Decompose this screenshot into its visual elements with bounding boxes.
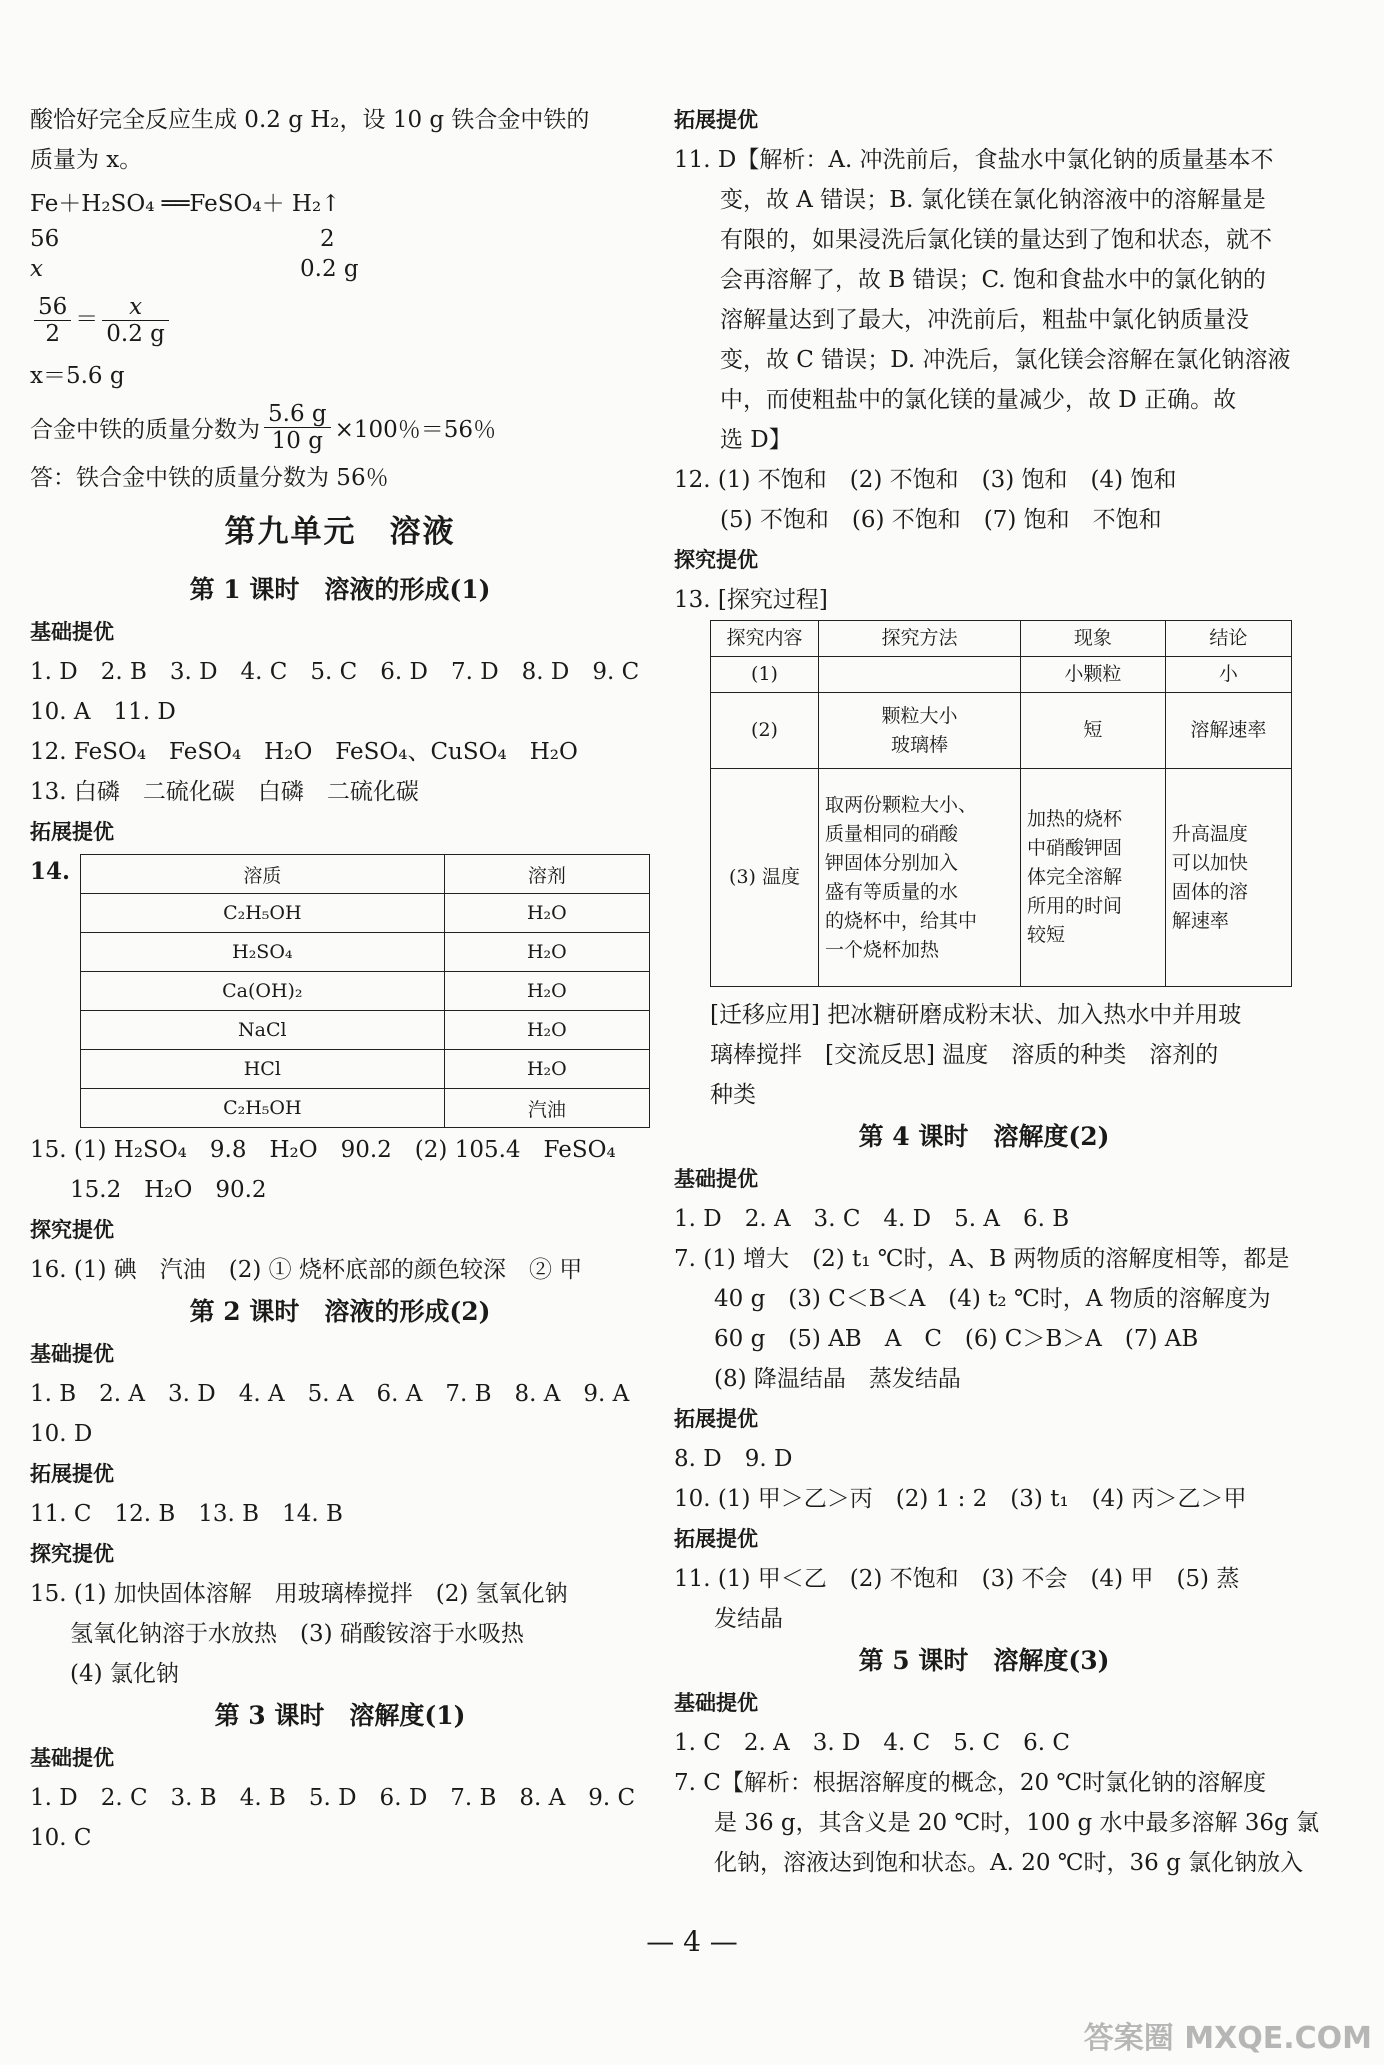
table-cell: 小颗粒 (1021, 657, 1166, 693)
table-row (711, 769, 1292, 987)
section-heading: 基础提优 (674, 1167, 758, 1191)
answer-line: 7. (1) 增大 (2) t₁ ℃时，A、B 两物质的溶解度相等，都是 (674, 1246, 1290, 1272)
answer-line: 氢氧化钠溶于水放热 (3) 硝酸铵溶于水吸热 (70, 1621, 524, 1647)
cell-line: 升高温度 (1171, 822, 1248, 845)
equals-sign: ＝ (75, 306, 99, 333)
equation-unknowns (30, 254, 650, 284)
section-heading: 拓展提优 (30, 820, 114, 844)
section-heading: 探究提优 (30, 1218, 114, 1242)
lesson-title: 第 3 课时 溶解度(1) (214, 1701, 466, 1730)
table-row (711, 693, 1292, 769)
table-row (81, 894, 650, 933)
table-header: 探究内容 (711, 621, 819, 657)
table-header: 溶质 (81, 855, 445, 894)
question-14 (30, 854, 650, 1128)
unknown-x: x (30, 256, 43, 282)
cell-line: 固体的溶 (1171, 880, 1248, 903)
answer-line: 11. (1) 甲＜乙 (2) 不饱和 (3) 不会 (4) 甲 (5) 蒸 (674, 1566, 1240, 1592)
table-cell: 溶解速率 (1165, 693, 1291, 769)
section-heading: 基础提优 (30, 1746, 114, 1770)
fraction: $\frac{5.6 g}{10 g}$ (264, 401, 331, 454)
answer-line: 1. D 2. B 3. D 4. C 5. C 6. D 7. D 8. D 9. C (30, 659, 640, 685)
table-cell (819, 657, 1021, 693)
lesson-title: 第 2 课时 溶液的形成(2) (189, 1297, 491, 1326)
answer-line: 12. (1) 不饱和 (2) 不饱和 (3) 饱和 (4) 饱和 (674, 467, 1177, 493)
text-line: 质量为 x。 (30, 147, 143, 173)
answer-line: 13. [探究过程] (674, 587, 828, 613)
answer-line: 会再溶解了，故 B 错误；C. 饱和食盐水中的氯化钠的 (720, 267, 1266, 293)
answer-line: 11. C 12. B 13. B 14. B (30, 1501, 343, 1527)
cell-line: 解速率 (1171, 909, 1229, 932)
chemical-equation: Fe＋H₂SO₄ ══FeSO₄＋ H₂↑ (30, 191, 341, 217)
table-header-row (81, 855, 650, 894)
answer-line: 变，故 A 错误；B. 氯化镁在氯化钠溶液中的溶解量是 (720, 187, 1266, 213)
section-heading: 基础提优 (674, 1691, 758, 1715)
cell-line: 盛有等质量的水 (825, 880, 959, 903)
answer-line: 是 36 g，其含义是 20 ℃时，100 g 水中最多溶解 36g 氯 (714, 1810, 1320, 1836)
cell-line: 颗粒大小 (881, 704, 958, 727)
table-row (81, 933, 650, 972)
lesson-title: 第 4 课时 溶解度(2) (858, 1122, 1110, 1151)
answer-line: 有限的，如果浸洗后氯化镁的量达到了饱和状态，就不 (720, 227, 1272, 253)
h2-mass: 0.2 g (300, 256, 359, 282)
lesson-title: 第 5 课时 溶解度(3) (858, 1646, 1110, 1675)
answer-line: 7. C【解析：根据溶解度的概念，20 ℃时氯化钠的溶解度 (674, 1770, 1267, 1796)
fraction: $\frac{x}{0.2 g}$ (102, 294, 169, 347)
table-row (81, 1050, 650, 1089)
right-column (674, 100, 1320, 1883)
answer-line: 中，而使粗盐中的氯化镁的量减少，故 D 正确。故 (720, 387, 1237, 413)
section-heading: 基础提优 (30, 1342, 114, 1366)
table-cell (819, 769, 1021, 987)
table-cell: (1) (711, 657, 819, 693)
mass-fe: 56 (30, 226, 60, 252)
table-cell: Ca(OH)₂ (81, 972, 445, 1011)
table-cell: C₂H₅OH (81, 894, 445, 933)
answer-line: 15. (1) H₂SO₄ 9.8 H₂O 90.2 (2) 105.4 FeSO₄ (30, 1137, 616, 1163)
answer-line: 13. 白磷 二硫化碳 白磷 二硫化碳 (30, 779, 419, 805)
section-heading: 基础提优 (30, 620, 114, 644)
table-row (711, 657, 1292, 693)
table-header-row (711, 621, 1292, 657)
cell-line: 钾固体分别加入 (825, 851, 959, 874)
table-cell: HCl (81, 1050, 445, 1089)
table-cell: 短 (1021, 693, 1166, 769)
table-cell: H₂O (444, 933, 649, 972)
answer-line: 变，故 C 错误；D. 冲洗后，氯化镁会溶解在氯化钠溶液 (720, 347, 1291, 373)
mass-fraction-label: 合金中铁的质量分数为 (30, 416, 260, 443)
cell-line: 中硝酸钾固 (1027, 837, 1123, 859)
lesson-title: 第 1 课时 溶液的形成(1) (189, 575, 491, 604)
answer-line: 10. C (30, 1825, 92, 1851)
table-cell: C₂H₅OH (81, 1089, 445, 1128)
answer-line: 40 g (3) C＜B＜A (4) t₂ ℃时，A 物质的溶解度为 (714, 1286, 1271, 1312)
table-row (81, 972, 650, 1011)
answer-line: 10. A 11. D (30, 699, 176, 725)
answer-line: 选 D】 (720, 427, 792, 453)
table-header: 探究方法 (819, 621, 1021, 657)
cell-line: 加热的烧杯 (1027, 808, 1123, 830)
answer-line: 发结晶 (714, 1606, 783, 1632)
page-number: — 4 — (646, 1925, 738, 1958)
table-cell: H₂O (444, 1011, 649, 1050)
answer-line: 溶解量达到了最大，冲洗前后，粗盐中氯化钠质量没 (720, 307, 1249, 333)
section-heading: 拓展提优 (674, 108, 758, 132)
answer-line: (4) 氯化钠 (70, 1661, 179, 1687)
cell-line: 取两份颗粒大小、 (825, 793, 978, 816)
equation-masses (30, 224, 650, 254)
table-cell: (2) (711, 693, 819, 769)
answer-line: 15.2 H₂O 90.2 (70, 1177, 267, 1203)
mass-fraction-result: ×100％＝56％ (334, 416, 497, 443)
cell-line: 所用的时间 (1027, 895, 1123, 917)
left-column (30, 100, 650, 1858)
table-cell: H₂O (444, 894, 649, 933)
watermark-logo: 答案圈 MXQE.COM (1083, 2021, 1372, 2056)
answer-line: 璃棒搅拌 [交流反思] 温度 溶质的种类 溶剂的 (710, 1042, 1219, 1068)
answer-line: 化钠，溶液达到饱和状态。A. 20 ℃时，36 g 氯化钠放入 (714, 1850, 1304, 1876)
section-heading: 探究提优 (674, 548, 758, 572)
section-heading: 拓展提优 (30, 1462, 114, 1486)
answer-line: 11. D【解析：A. 冲洗前后，食盐水中氯化钠的质量基本不 (674, 147, 1274, 173)
answer-line: 8. D 9. D (674, 1446, 793, 1472)
table-cell: H₂O (444, 972, 649, 1011)
cell-line: 一个烧杯加热 (825, 938, 940, 961)
table-header: 现象 (1021, 621, 1166, 657)
answer-line: 60 g (5) AB A C (6) C＞B＞A (7) AB (714, 1326, 1199, 1352)
answer-line: 1. D 2. C 3. B 4. B 5. D 6. D 7. B 8. A 9. C (30, 1785, 636, 1811)
section-heading: 拓展提优 (674, 1407, 758, 1431)
mass-h2: 2 (320, 226, 335, 252)
answer-line: 10. D (30, 1421, 93, 1447)
table-cell: (3) 温度 (711, 769, 819, 987)
cell-line: 较短 (1027, 924, 1066, 946)
answer-line: (5) 不饱和 (6) 不饱和 (7) 饱和 不饱和 (720, 507, 1162, 533)
answer-line: 种类 (710, 1082, 756, 1108)
answer-line: 1. C 2. A 3. D 4. C 5. C 6. C (674, 1730, 1070, 1756)
table-cell: H₂SO₄ (81, 933, 445, 972)
table-cell (1165, 769, 1291, 987)
section-heading: 探究提优 (30, 1542, 114, 1566)
section-heading: 拓展提优 (674, 1527, 758, 1551)
table-header: 溶剂 (444, 855, 649, 894)
inquiry-table (710, 620, 1292, 987)
cell-line: 的烧杯中，给其中 (825, 909, 978, 932)
table-cell: 汽油 (444, 1089, 649, 1128)
cell-line: 玻璃棒 (891, 733, 949, 756)
x-result: x＝5.6 g (30, 363, 125, 389)
solute-solvent-table (80, 854, 650, 1128)
answer-line: [迁移应用] 把冰糖研磨成粉末状、加入热水中并用玻 (710, 1002, 1242, 1028)
table-row (81, 1089, 650, 1128)
question-number: 14. (30, 858, 71, 885)
table-row (81, 1011, 650, 1050)
answer-line: 1. B 2. A 3. D 4. A 5. A 6. A 7. B 8. A 9. A (30, 1381, 630, 1407)
table-cell: H₂O (444, 1050, 649, 1089)
answer-line: 10. (1) 甲＞乙＞丙 (2) 1 : 2 (3) t₁ (4) 丙＞乙＞甲 (674, 1486, 1247, 1512)
answer-line: 12. FeSO₄ FeSO₄ H₂O FeSO₄、CuSO₄ H₂O (30, 739, 578, 765)
text-line: 酸恰好完全反应生成 0.2 g H₂，设 10 g 铁合金中铁的 (30, 107, 590, 133)
answer-line: (8) 降温结晶 蒸发结晶 (714, 1366, 961, 1392)
mass-fraction (30, 396, 650, 458)
cell-line: 体完全溶解 (1027, 866, 1123, 888)
table-cell (1021, 769, 1166, 987)
fraction: $\frac{56}{2}$ (34, 294, 71, 347)
table-cell: NaCl (81, 1011, 445, 1050)
answer-line: 16. (1) 碘 汽油 (2) ① 烧杯底部的颜色较深 ② 甲 (30, 1257, 583, 1283)
table-header: 结论 (1165, 621, 1291, 657)
answer-line: 15. (1) 加快固体溶解 用玻璃棒搅拌 (2) 氢氧化钠 (30, 1581, 568, 1607)
cell-line: 质量相同的硝酸 (825, 822, 959, 845)
answer-line: 1. D 2. A 3. C 4. D 5. A 6. B (674, 1206, 1070, 1232)
answer-line: 答：铁合金中铁的质量分数为 56％ (30, 465, 389, 491)
unit-title: 第九单元 溶液 (224, 514, 456, 550)
ratio-equation (30, 294, 650, 350)
cell-line: 可以加快 (1171, 851, 1248, 874)
table-cell: 小 (1165, 657, 1291, 693)
table-cell (819, 693, 1021, 769)
